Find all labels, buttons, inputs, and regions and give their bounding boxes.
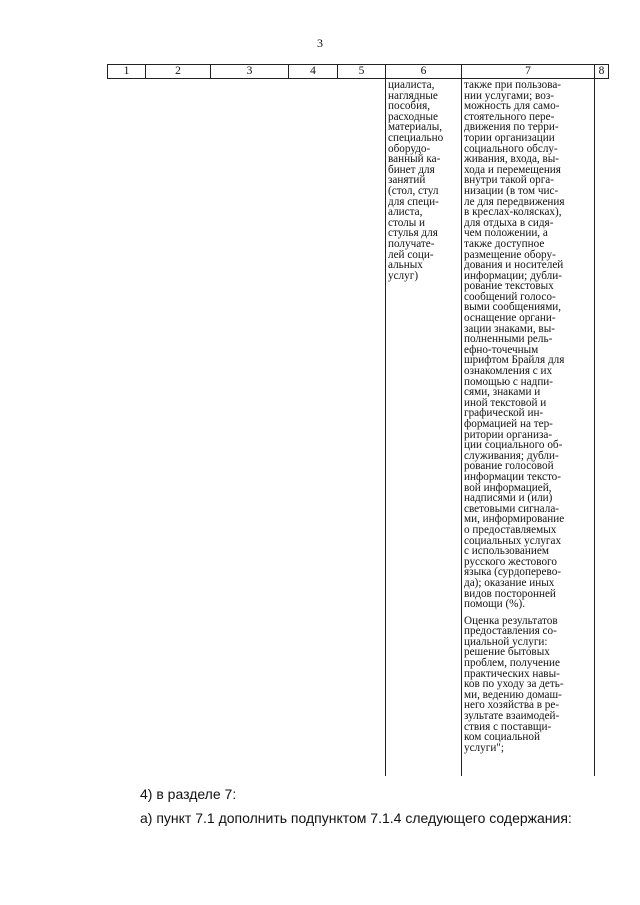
text-line: световыми сигнала- <box>464 502 560 515</box>
text-line: занятий <box>388 174 426 187</box>
text-line: зультате взаимодей- <box>464 710 560 723</box>
text-line: русского жестового <box>464 555 557 568</box>
text-line: циальной услуги: <box>464 635 548 648</box>
text-line: ознакомления с их <box>464 365 553 378</box>
text-line: оснащение органи- <box>464 312 556 325</box>
text-line: (стол, стул <box>388 184 439 197</box>
text-line: ком социальной <box>464 731 540 744</box>
text-line: проблем, получение <box>464 657 560 670</box>
column-6-text <box>388 80 460 281</box>
text-line: помощью с надпи- <box>464 375 554 388</box>
text-line: ми, информирование <box>464 513 565 526</box>
text-line: лей соци- <box>388 248 434 261</box>
text-line: формацией на тер- <box>464 418 553 430</box>
text-line: да); оказание иных <box>464 576 555 589</box>
text-line: чем положении, а <box>464 227 548 240</box>
text-line: тории организации <box>464 131 555 144</box>
text-line: надписями и (или) <box>464 492 553 505</box>
text-line: полненными рель- <box>464 333 553 346</box>
text-line: стоятельного пере- <box>464 110 555 123</box>
text-line: для специ- <box>388 195 439 208</box>
table-header-cell: 7 <box>462 65 595 78</box>
text-line: алиста, <box>388 206 423 219</box>
column-border <box>385 79 386 776</box>
page-number: 3 <box>317 36 323 50</box>
text-line: альных <box>388 259 423 272</box>
text-line: можность для само- <box>464 100 560 113</box>
text-line: шрифтом Брайля для <box>464 354 565 367</box>
text-line: столы и <box>388 216 426 229</box>
text-line: в креслах-колясках), <box>464 206 562 219</box>
text-line: циалиста, <box>388 79 435 91</box>
table-header-cell: 1 <box>108 65 146 78</box>
column-7-text <box>464 80 590 753</box>
column-border <box>594 79 595 776</box>
text-line: для отдыха в сидя- <box>464 216 554 229</box>
text-line: зации знаками, вы- <box>464 322 555 335</box>
text-line: решение бытовых <box>464 646 550 659</box>
text-line: рование голосовой <box>464 460 554 473</box>
text-line: ствия с поставщи- <box>464 720 552 733</box>
text-line: внутри такой орга- <box>464 174 554 187</box>
text-line: специально <box>388 131 444 144</box>
text-line: материалы, <box>388 121 443 134</box>
text-line: также доступное <box>464 237 545 250</box>
text-line: сообщений голосо- <box>464 290 556 303</box>
column-border <box>461 79 462 776</box>
table-header-cell: 4 <box>289 65 338 78</box>
text-line: о предоставляемых <box>464 523 557 536</box>
text-line: предоставления со- <box>464 625 557 638</box>
text-line: ванный ка- <box>388 153 441 166</box>
text-line: помощи (%). <box>464 598 526 611</box>
text-line: живания, входа, вы- <box>464 153 560 166</box>
text-line: услуг) <box>388 269 419 282</box>
text-line: выми сообщениями, <box>464 301 562 314</box>
text-line: сями, знаками и <box>464 386 541 399</box>
text-line: стулья для <box>388 227 438 240</box>
text-line: практических навы- <box>464 667 560 680</box>
continuation-table <box>107 64 609 776</box>
table-header-cell: 2 <box>146 65 211 78</box>
text-line: информации тексто- <box>464 470 562 483</box>
text-line: видов посторонней <box>464 587 556 600</box>
text-line: рование текстовых <box>464 280 554 293</box>
text-line: дования и носителей <box>464 259 564 272</box>
text-line: низации (в том чис- <box>464 184 559 197</box>
text-line: вой информацией, <box>464 481 552 494</box>
text-line: социального обслу- <box>464 142 558 155</box>
text-line: ков по уходу за деть- <box>464 678 564 691</box>
table-header-row <box>107 64 609 79</box>
text-line: получате- <box>388 237 435 250</box>
text-line: оборудо- <box>388 142 431 155</box>
text-line: графической ин- <box>464 407 544 420</box>
text-line: Оценка результатов <box>464 614 558 627</box>
table-header-cell: 3 <box>211 65 289 78</box>
text-line: наглядные <box>388 89 438 102</box>
table-header-cell: 6 <box>386 65 462 78</box>
column-7-paragraph-1 <box>464 80 590 610</box>
text-line: ефно-точечным <box>464 343 539 356</box>
text-line: бинет для <box>388 163 435 176</box>
subpoint-instruction: а) пункт 7.1 дополнить подпунктом 7.1.4 следующего содержания: <box>140 810 572 826</box>
text-line: иной текстовой и <box>464 396 547 409</box>
text-line: с использованием <box>464 545 549 558</box>
text-line: социальных услугах <box>464 534 562 547</box>
text-line: информации; дубли- <box>464 269 562 282</box>
text-line: также при пользова- <box>464 79 562 91</box>
text-line: него хозяйства в ре- <box>464 699 560 712</box>
text-line: ле для передвижения <box>464 195 565 208</box>
table-header-cell: 5 <box>338 65 386 78</box>
section-7-heading: 4) в разделе 7: <box>140 786 237 802</box>
text-line: ми, ведению домаш- <box>464 688 562 701</box>
text-line: размещение обору- <box>464 248 556 261</box>
text-line: языка (сурдоперево- <box>464 566 562 579</box>
text-line: услуги"; <box>464 741 504 754</box>
text-line: движения по терри- <box>464 121 559 134</box>
text-line: пособия, <box>388 100 431 113</box>
table-header-cell: 8 <box>598 65 605 77</box>
text-line: служивания; дубли- <box>464 449 559 462</box>
column-7-paragraph-2 <box>464 616 590 754</box>
text-line: расходные <box>388 110 438 123</box>
text-line: ритории организа- <box>464 428 553 441</box>
text-line: хода и перемещения <box>464 163 561 176</box>
text-line: ции социального об- <box>464 439 563 452</box>
text-line: нии услугами; воз- <box>464 89 554 102</box>
